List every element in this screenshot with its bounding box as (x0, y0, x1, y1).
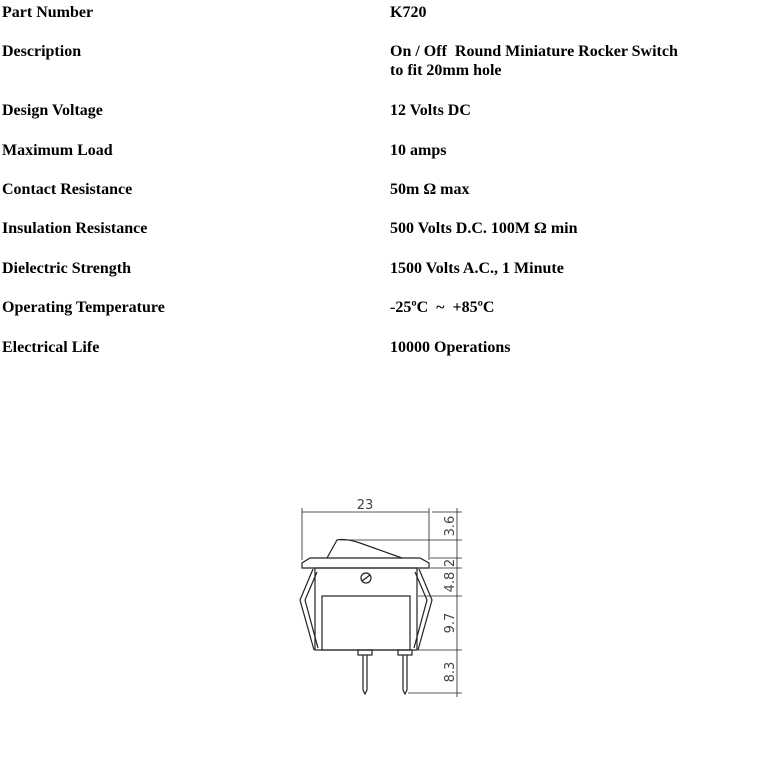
housing (315, 568, 417, 650)
housing-lower (322, 596, 410, 650)
spec-label: Description (2, 43, 82, 60)
spec-label: Maximum Load (2, 142, 113, 159)
spec-value: 50m Ω max (390, 181, 470, 198)
spec-label: Operating Temperature (2, 299, 165, 316)
spec-value: 10000 Operations (390, 339, 511, 356)
spec-value: 10 amps (390, 142, 447, 159)
spec-label: Electrical Life (2, 339, 100, 356)
spec-label: Insulation Resistance (2, 220, 148, 237)
dim-label: 2 (443, 558, 458, 568)
spec-value: 12 Volts DC (390, 102, 471, 119)
spec-label: Part Number (2, 4, 94, 21)
spec-value: On / Off Round Miniature Rocker Switch to fit 20mm hole (390, 43, 678, 79)
pin-base (358, 650, 372, 655)
spec-value: K720 (390, 4, 427, 21)
rocker-button (327, 539, 402, 558)
dim-label: 4.8 (443, 571, 458, 593)
spec-value: 500 Volts D.C. 100M Ω min (390, 220, 578, 237)
bezel (302, 558, 429, 568)
width-dimension-label: 23 (356, 498, 374, 513)
spec-value: -25ºC ~ +85ºC (390, 299, 495, 316)
dim-label: 3.6 (443, 515, 458, 537)
dim-label: 9.7 (443, 612, 458, 634)
spec-label: Dielectric Strength (2, 260, 131, 277)
dim-label: 8.3 (443, 661, 458, 683)
spec-value: 1500 Volts A.C., 1 Minute (390, 260, 564, 277)
spec-label: Design Voltage (2, 102, 103, 119)
right-pin (403, 655, 407, 694)
left-pin (363, 655, 367, 694)
spec-label: Contact Resistance (2, 181, 133, 198)
